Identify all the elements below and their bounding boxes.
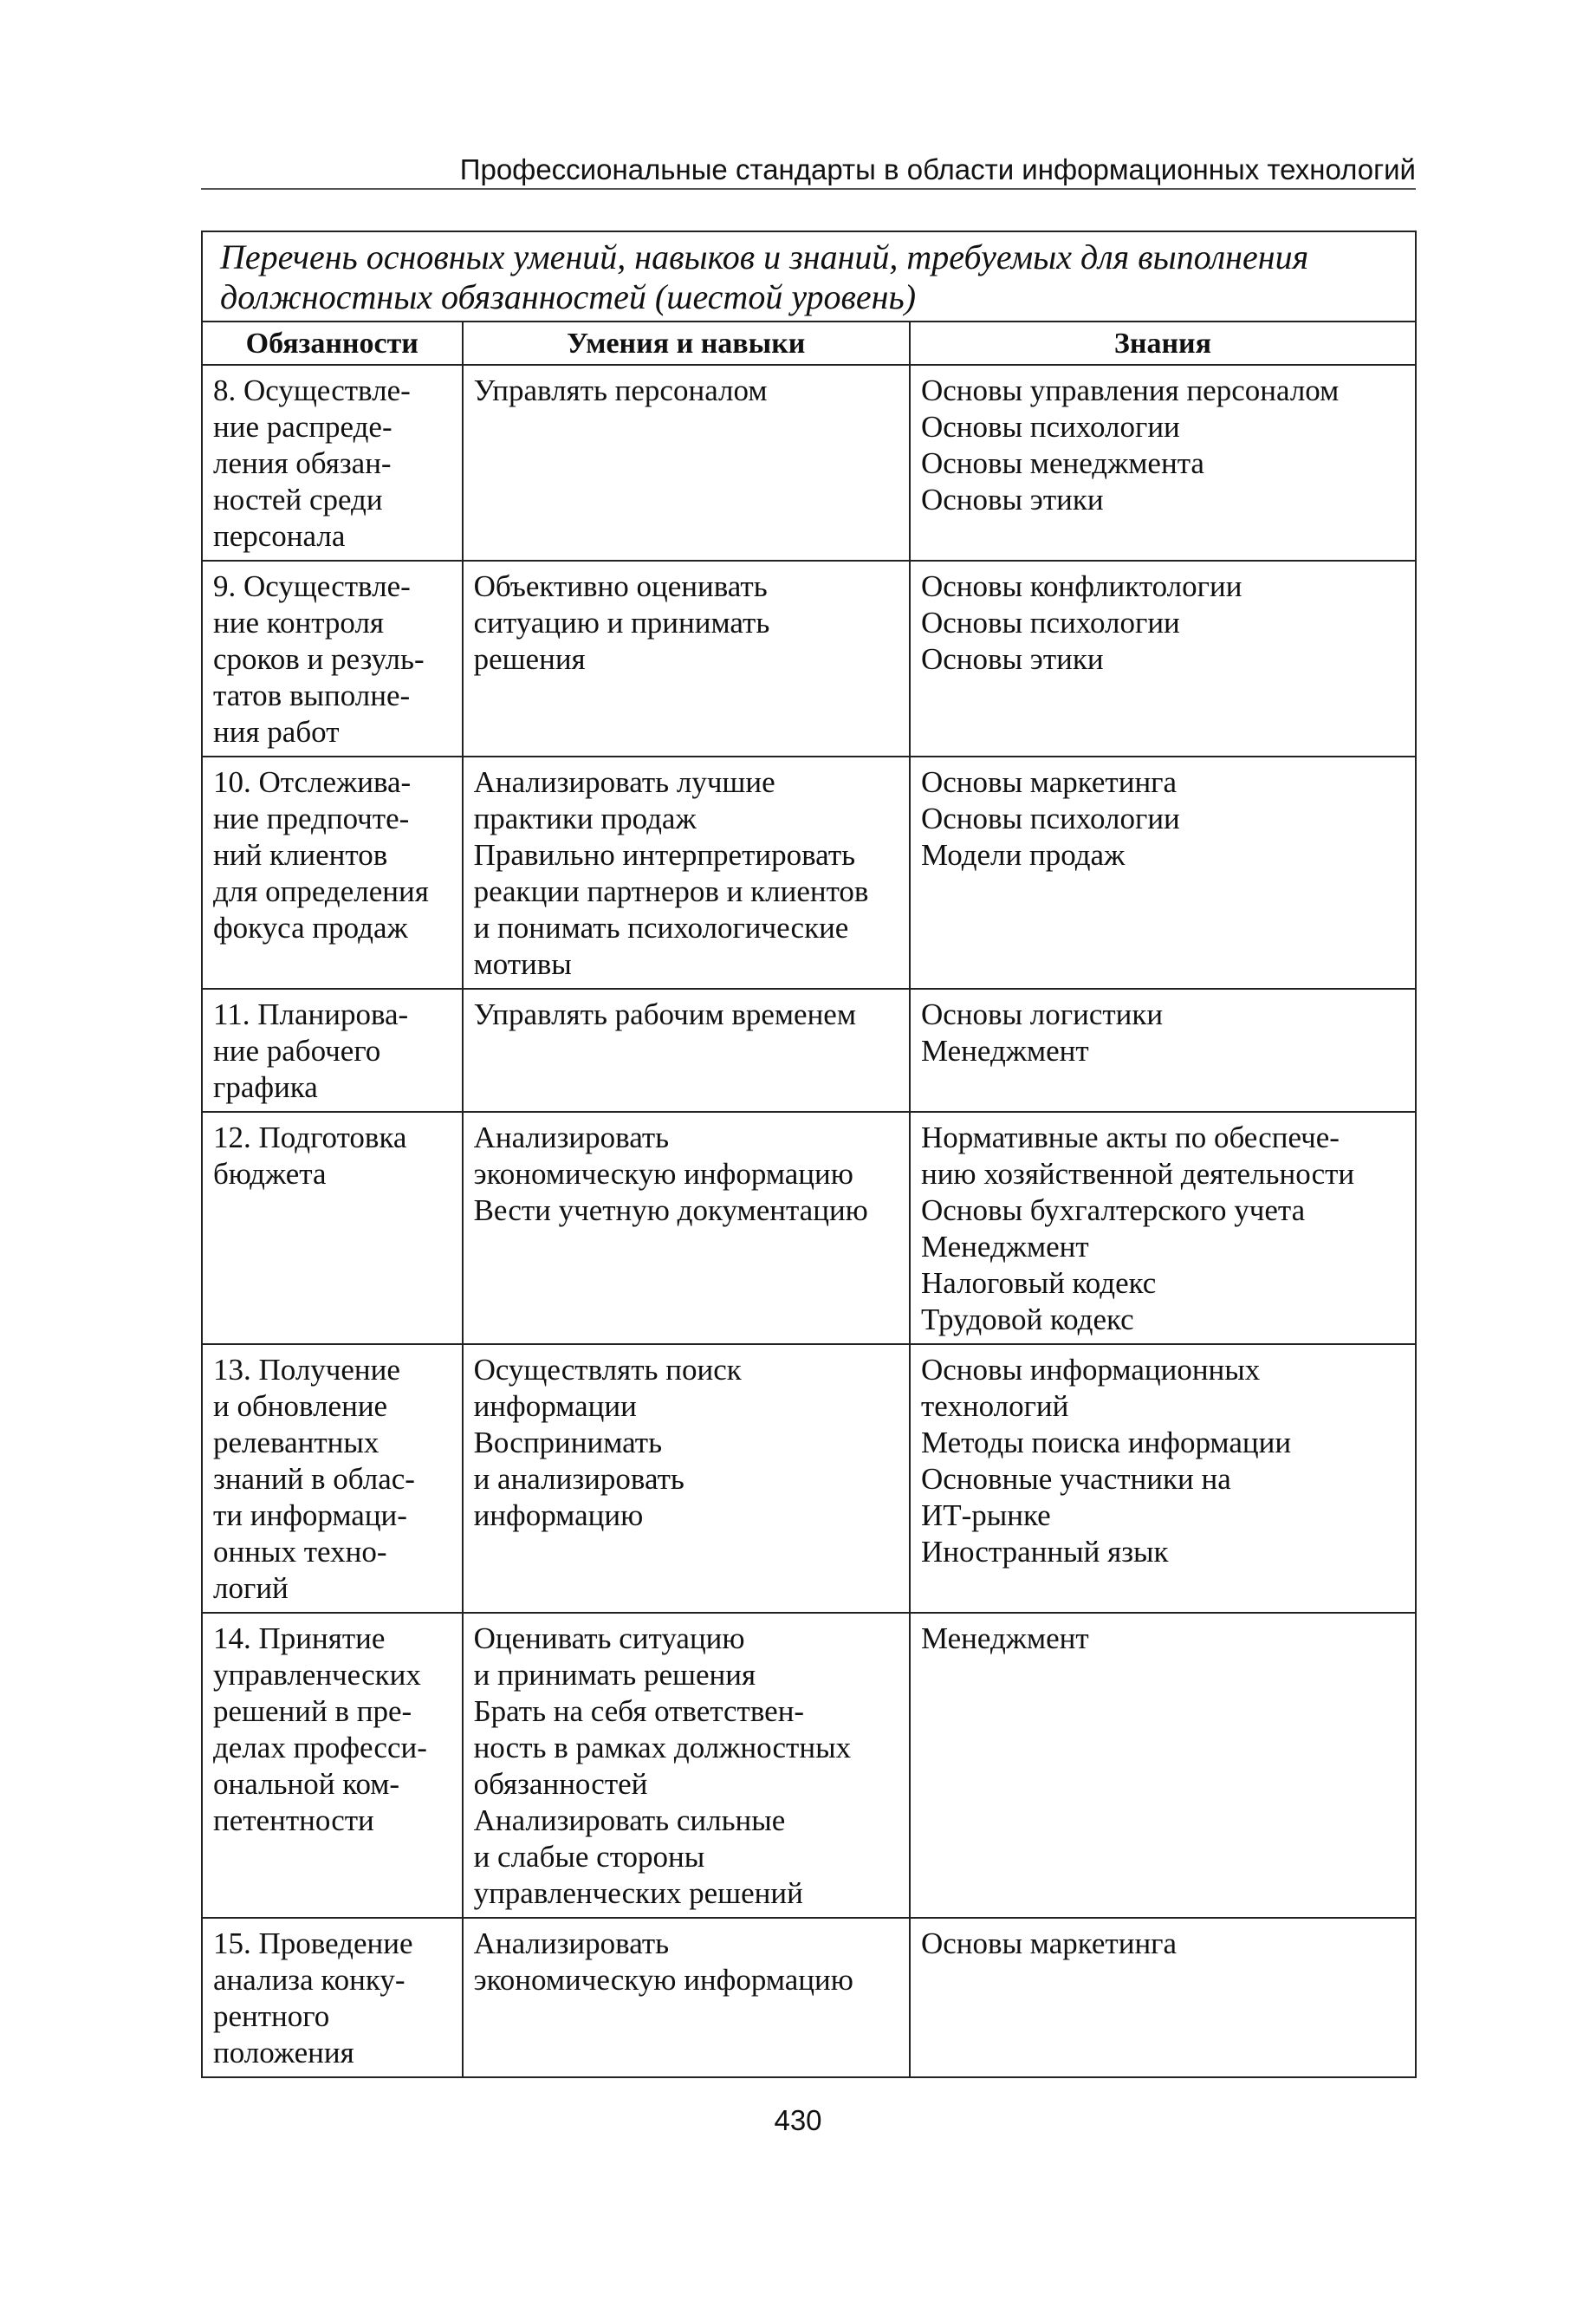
cell-line: практики продаж bbox=[473, 802, 697, 835]
cell-line: информацию bbox=[473, 1498, 644, 1532]
skills-cell bbox=[463, 757, 910, 989]
cell-line: Основы маркетинга bbox=[920, 765, 1178, 799]
cell-line: Оценивать ситуацию bbox=[473, 1621, 745, 1655]
duty-cell bbox=[202, 365, 463, 561]
cell-line: экономическую информацию bbox=[473, 1963, 853, 1997]
cell-line: ний клиентов bbox=[213, 838, 388, 872]
cell-line: графика bbox=[213, 1070, 318, 1104]
cell-line: ти информаци- bbox=[213, 1498, 407, 1532]
cell-line: Анализировать bbox=[473, 1121, 670, 1154]
duty-cell bbox=[202, 757, 463, 989]
cell-line: татов выполне- bbox=[213, 679, 411, 712]
knowledge-cell bbox=[910, 1918, 1416, 2077]
table-row bbox=[202, 1918, 1416, 2077]
table-title-line: Перечень основных умений, навыков и знаний, требуемых для выполнения bbox=[220, 237, 1309, 276]
cell-line: Нормативные акты по обеспече- bbox=[920, 1121, 1340, 1154]
cell-line: петентности bbox=[213, 1803, 374, 1837]
cell-line: ния работ bbox=[213, 715, 340, 749]
cell-line: рентного bbox=[213, 1999, 330, 2033]
table-row bbox=[202, 561, 1416, 757]
cell-line: нию хозяйственной деятельности bbox=[920, 1157, 1355, 1191]
cell-line: 13. Получение bbox=[213, 1353, 400, 1387]
cell-line: Иностранный язык bbox=[920, 1535, 1169, 1569]
cell-line: Налоговый кодекс bbox=[920, 1266, 1157, 1300]
cell-line: Объективно оценивать bbox=[473, 569, 768, 603]
cell-line: Управлять рабочим временем bbox=[473, 997, 856, 1031]
cell-line: и обновление bbox=[213, 1389, 388, 1423]
cell-line: логий bbox=[213, 1571, 289, 1605]
table-row bbox=[202, 989, 1416, 1112]
skills-cell bbox=[463, 1112, 910, 1344]
skills-cell bbox=[463, 989, 910, 1112]
cell-line: 9. Осуществле- bbox=[213, 569, 411, 603]
cell-line: Основы информационных bbox=[920, 1353, 1261, 1387]
cell-line: и принимать решения bbox=[473, 1658, 756, 1692]
cell-line: технологий bbox=[920, 1389, 1069, 1423]
cell-line: 11. Планирова- bbox=[213, 997, 409, 1031]
header-rule bbox=[201, 188, 1416, 190]
cell-line: Управлять персоналом bbox=[473, 374, 768, 407]
cell-line: ние рабочего bbox=[213, 1034, 381, 1068]
cell-line: Менеджмент bbox=[920, 1230, 1089, 1264]
cell-line: ние распреде- bbox=[213, 410, 393, 444]
cell-line: ние контроля bbox=[213, 606, 385, 640]
cell-line: персонала bbox=[213, 519, 346, 553]
cell-line: Методы поиска информации bbox=[920, 1426, 1292, 1459]
cell-line: Трудовой кодекс bbox=[920, 1303, 1134, 1336]
cell-line: Анализировать bbox=[473, 1926, 670, 1960]
cell-line: для определения bbox=[213, 874, 429, 908]
cell-line: Воспринимать bbox=[473, 1426, 663, 1459]
cell-line: 8. Осуществле- bbox=[213, 374, 411, 407]
cell-line: Анализировать сильные bbox=[473, 1803, 786, 1837]
cell-line: Основы этики bbox=[920, 483, 1104, 517]
column-header-knowledge: Знания bbox=[910, 322, 1416, 365]
cell-line: ситуацию и принимать bbox=[473, 606, 770, 640]
knowledge-cell bbox=[910, 1613, 1416, 1918]
skills-cell bbox=[463, 1344, 910, 1613]
duty-cell bbox=[202, 561, 463, 757]
column-header-row bbox=[202, 322, 1416, 365]
cell-line: 10. Отслежива- bbox=[213, 765, 412, 799]
cell-line: сроков и резуль- bbox=[213, 642, 425, 676]
cell-line: Основы менеджмента bbox=[920, 446, 1204, 480]
cell-line: Брать на себя ответствен- bbox=[473, 1694, 805, 1728]
knowledge-cell bbox=[910, 1112, 1416, 1344]
cell-line: Менеджмент bbox=[920, 1621, 1089, 1655]
competency-table bbox=[201, 231, 1417, 2078]
cell-line: обязанностей bbox=[473, 1767, 648, 1801]
cell-line: ностей среди bbox=[213, 483, 383, 517]
cell-line: Осуществлять поиск bbox=[473, 1353, 742, 1387]
cell-line: Модели продаж bbox=[920, 838, 1126, 872]
column-header-duties: Обязанности bbox=[202, 322, 463, 365]
cell-line: Правильно интерпретировать bbox=[473, 838, 856, 872]
knowledge-cell bbox=[910, 365, 1416, 561]
duty-cell bbox=[202, 989, 463, 1112]
cell-line: решения bbox=[473, 642, 586, 676]
cell-line: релевантных bbox=[213, 1426, 380, 1459]
cell-line: информации bbox=[473, 1389, 637, 1423]
cell-line: и анализировать bbox=[473, 1462, 684, 1496]
cell-line: анализа конку- bbox=[213, 1963, 405, 1997]
skills-cell bbox=[463, 1918, 910, 2077]
cell-line: делах професси- bbox=[213, 1731, 427, 1764]
cell-line: ность в рамках должностных bbox=[473, 1731, 852, 1764]
cell-line: Основы маркетинга bbox=[920, 1926, 1178, 1960]
cell-line: и понимать психологические bbox=[473, 911, 849, 945]
cell-line: и слабые стороны bbox=[473, 1840, 705, 1874]
cell-line: Менеджмент bbox=[920, 1034, 1089, 1068]
cell-line: 15. Проведение bbox=[213, 1926, 413, 1960]
cell-line: ления обязан- bbox=[213, 446, 392, 480]
cell-line: экономическую информацию bbox=[473, 1157, 853, 1191]
cell-line: Основы логистики bbox=[920, 997, 1164, 1031]
cell-line: Основные участники на bbox=[920, 1462, 1231, 1496]
cell-line: Основы управления персоналом bbox=[920, 374, 1340, 407]
cell-line: ИТ-рынке bbox=[920, 1498, 1051, 1532]
table-body bbox=[202, 365, 1416, 2077]
cell-line: онных техно- bbox=[213, 1535, 387, 1569]
column-header-skills: Умения и навыки bbox=[463, 322, 910, 365]
running-head: Профессиональные стандарты в области информационных технологий bbox=[459, 153, 1416, 185]
table-title-row bbox=[202, 231, 1416, 322]
cell-line: решений в пре- bbox=[213, 1694, 412, 1728]
skills-cell bbox=[463, 365, 910, 561]
cell-line: 12. Подготовка bbox=[213, 1121, 407, 1154]
cell-line: Вести учетную документацию bbox=[473, 1193, 868, 1227]
cell-line: знаний в облас- bbox=[213, 1462, 415, 1496]
cell-line: ональной ком- bbox=[213, 1767, 400, 1801]
cell-line: мотивы bbox=[473, 947, 572, 981]
cell-line: 14. Принятие bbox=[213, 1621, 386, 1655]
page-number: 430 bbox=[774, 2104, 822, 2136]
skills-cell bbox=[463, 561, 910, 757]
duty-cell bbox=[202, 1112, 463, 1344]
table-title-line: должностных обязанностей (шестой уровень) bbox=[220, 277, 917, 316]
cell-line: ние предпочте- bbox=[213, 802, 410, 835]
cell-line: положения bbox=[213, 2036, 354, 2069]
cell-line: управленческих bbox=[213, 1658, 421, 1692]
cell-line: Основы психологии bbox=[920, 606, 1180, 640]
cell-line: фокуса продаж bbox=[213, 911, 408, 945]
cell-line: Основы психологии bbox=[920, 410, 1180, 444]
table-row bbox=[202, 1613, 1416, 1918]
cell-line: Основы бухгалтерского учета bbox=[920, 1193, 1306, 1227]
table-title bbox=[202, 231, 1416, 322]
duty-cell bbox=[202, 1918, 463, 2077]
cell-line: управленческих решений bbox=[473, 1876, 803, 1910]
cell-line: Основы психологии bbox=[920, 802, 1180, 835]
table-row bbox=[202, 365, 1416, 561]
knowledge-cell bbox=[910, 757, 1416, 989]
duty-cell bbox=[202, 1613, 463, 1918]
cell-line: Основы конфликтологии bbox=[920, 569, 1242, 603]
table-row bbox=[202, 1112, 1416, 1344]
cell-line: бюджета bbox=[213, 1157, 327, 1191]
table-row bbox=[202, 1344, 1416, 1613]
cell-line: Анализировать лучшие bbox=[473, 765, 775, 799]
skills-cell bbox=[463, 1613, 910, 1918]
cell-line: реакции партнеров и клиентов bbox=[473, 874, 869, 908]
duty-cell bbox=[202, 1344, 463, 1613]
knowledge-cell bbox=[910, 989, 1416, 1112]
knowledge-cell bbox=[910, 1344, 1416, 1613]
knowledge-cell bbox=[910, 561, 1416, 757]
table-row bbox=[202, 757, 1416, 989]
cell-line: Основы этики bbox=[920, 642, 1104, 676]
